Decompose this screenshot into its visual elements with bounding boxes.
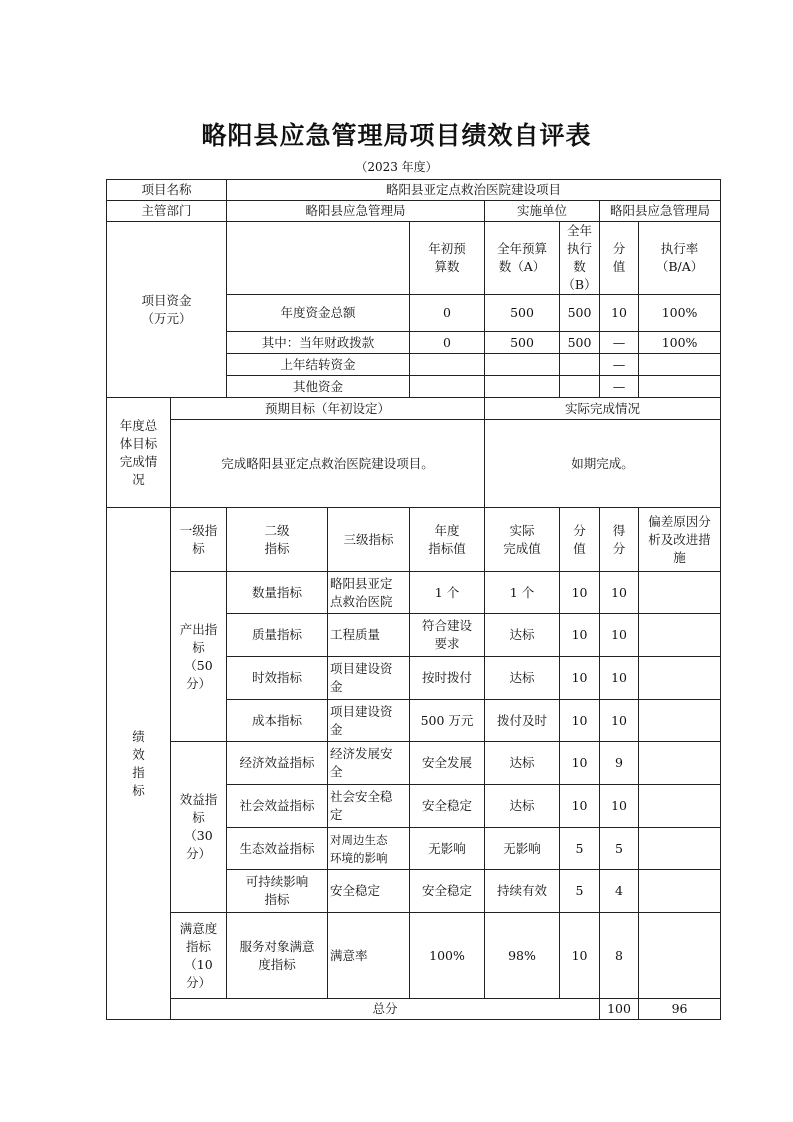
- goals-actual-header: 实际完成情况: [485, 398, 721, 420]
- goals-header-row: [107, 398, 721, 420]
- reason-cell: [639, 572, 721, 614]
- funds-row-executed: [560, 354, 600, 376]
- indicators-label: 绩 效 指 标: [107, 508, 171, 1020]
- score-cell: 10: [600, 785, 639, 828]
- score-value-cell: 10: [560, 913, 600, 999]
- total-row: [107, 999, 721, 1020]
- funds-row-score-value: —: [600, 376, 639, 398]
- reason-cell: [639, 657, 721, 700]
- funds-row-rate: 100%: [639, 295, 721, 332]
- funds-row-score-value: —: [600, 332, 639, 354]
- target-cell: 1 个: [410, 572, 485, 614]
- total-score: 96: [639, 999, 721, 1020]
- funds-row-executed: 500: [560, 295, 600, 332]
- funds-header-initial: 年初预 算数: [410, 222, 485, 295]
- level2-cell: 时效指标: [227, 657, 328, 700]
- funds-row-name: 其中：当年财政拨款: [227, 332, 410, 354]
- target-cell: 无影响: [410, 828, 485, 870]
- level2-cell: 质量指标: [227, 614, 328, 657]
- actual-cell: 拨付及时: [485, 700, 560, 742]
- score-value-cell: 10: [560, 785, 600, 828]
- level1-benefit: 效益指 标 （30 分）: [171, 742, 227, 913]
- reason-cell: [639, 614, 721, 657]
- level3-cell: 社会安全稳 定: [328, 785, 410, 828]
- score-cell: 10: [600, 700, 639, 742]
- goals-actual-text: 如期完成。: [485, 420, 721, 508]
- actual-cell: 无影响: [485, 828, 560, 870]
- level2-cell: 服务对象满意 度指标: [227, 913, 328, 999]
- actual-cell: 持续有效: [485, 870, 560, 913]
- indicator-row: [107, 742, 721, 785]
- total-label: 总分: [171, 999, 600, 1020]
- header-score-value: 分 值: [560, 508, 600, 572]
- project-name-value: 略阳县亚定点救治医院建设项目: [227, 180, 721, 201]
- funds-row-score-value: 10: [600, 295, 639, 332]
- impl-unit-label: 实施单位: [485, 201, 600, 222]
- funds-row-name: 上年结转资金: [227, 354, 410, 376]
- funds-header-score-value: 分 值: [600, 222, 639, 295]
- reason-cell: [639, 828, 721, 870]
- header-score: 得 分: [600, 508, 639, 572]
- score-value-cell: 10: [560, 614, 600, 657]
- actual-cell: 98%: [485, 913, 560, 999]
- score-cell: 4: [600, 870, 639, 913]
- funds-header-annual: 全年预算 数（A）: [485, 222, 560, 295]
- funds-row-rate: 100%: [639, 332, 721, 354]
- target-cell: 安全稳定: [410, 870, 485, 913]
- dept-value: 略阳县应急管理局: [227, 201, 485, 222]
- reason-cell: [639, 742, 721, 785]
- score-value-cell: 10: [560, 572, 600, 614]
- score-value-cell: 5: [560, 870, 600, 913]
- funds-row-annual: [485, 376, 560, 398]
- level1-satisfaction: 满意度 指标 （10 分）: [171, 913, 227, 999]
- dept-label: 主管部门: [107, 201, 227, 222]
- score-value-cell: 10: [560, 657, 600, 700]
- funds-row-annual: 500: [485, 295, 560, 332]
- header-deviation-reason: 偏差原因分 析及改进措 施: [639, 508, 721, 572]
- level2-cell: 数量指标: [227, 572, 328, 614]
- target-cell: 安全稳定: [410, 785, 485, 828]
- funds-header-executed: 全年执行 数（B）: [560, 222, 600, 295]
- funds-row-initial: [410, 354, 485, 376]
- funds-row-score-value: —: [600, 354, 639, 376]
- score-cell: 9: [600, 742, 639, 785]
- goals-content-row: [107, 420, 721, 508]
- funds-row-executed: [560, 376, 600, 398]
- funds-row-initial: [410, 376, 485, 398]
- level3-cell: 经济发展安 全: [328, 742, 410, 785]
- actual-cell: 达标: [485, 785, 560, 828]
- level1-output: 产出指 标 （50 分）: [171, 572, 227, 742]
- self-evaluation-table: [106, 179, 721, 1020]
- funds-row-rate: [639, 354, 721, 376]
- impl-unit-value: 略阳县应急管理局: [600, 201, 721, 222]
- level2-cell: 成本指标: [227, 700, 328, 742]
- score-cell: 10: [600, 572, 639, 614]
- funds-row-rate: [639, 376, 721, 398]
- project-name-row: [107, 180, 721, 201]
- level3-cell: 对周边生态 环境的影响: [328, 828, 410, 870]
- funds-row-initial: 0: [410, 332, 485, 354]
- actual-cell: 达标: [485, 742, 560, 785]
- project-name-label: 项目名称: [107, 180, 227, 201]
- funds-row-annual: [485, 354, 560, 376]
- score-cell: 10: [600, 657, 639, 700]
- score-value-cell: 5: [560, 828, 600, 870]
- target-cell: 100%: [410, 913, 485, 999]
- indicator-row: [107, 572, 721, 614]
- reason-cell: [639, 785, 721, 828]
- header-level1: 一级指 标: [171, 508, 227, 572]
- actual-cell: 达标: [485, 657, 560, 700]
- level2-cell: 可持续影响 指标: [227, 870, 328, 913]
- page-title: 略阳县应急管理局项目绩效自评表: [201, 121, 592, 150]
- level2-cell: 生态效益指标: [227, 828, 328, 870]
- level3-cell: 略阳县亚定 点救治医院: [328, 572, 410, 614]
- reason-cell: [639, 870, 721, 913]
- target-cell: 符合建设 要求: [410, 614, 485, 657]
- level3-cell: 项目建设资 金: [328, 700, 410, 742]
- page-subtitle: （2023 年度）: [355, 160, 438, 174]
- reason-cell: [639, 913, 721, 999]
- goals-expected-text: 完成略阳县亚定点救治医院建设项目。: [171, 420, 485, 508]
- indicator-header-row: [107, 508, 721, 572]
- header-level2: 二级 指标: [227, 508, 328, 572]
- level3-cell: 安全稳定: [328, 870, 410, 913]
- funds-row-name: 年度资金总额: [227, 295, 410, 332]
- target-cell: 安全发展: [410, 742, 485, 785]
- funds-header-blank: [227, 222, 410, 295]
- score-cell: 8: [600, 913, 639, 999]
- indicator-row: [107, 913, 721, 999]
- header-target: 年度 指标值: [410, 508, 485, 572]
- actual-cell: 1 个: [485, 572, 560, 614]
- header-level3: 三级指标: [328, 508, 410, 572]
- funds-row-name: 其他资金: [227, 376, 410, 398]
- actual-cell: 达标: [485, 614, 560, 657]
- goals-expected-header: 预期目标（年初设定）: [171, 398, 485, 420]
- score-cell: 5: [600, 828, 639, 870]
- level3-cell: 满意率: [328, 913, 410, 999]
- level2-cell: 经济效益指标: [227, 742, 328, 785]
- level3-cell: 工程质量: [328, 614, 410, 657]
- score-value-cell: 10: [560, 742, 600, 785]
- funds-header-row: [107, 222, 721, 295]
- funds-row-annual: 500: [485, 332, 560, 354]
- funds-label: 项目资金 （万元）: [107, 222, 227, 398]
- funds-header-rate: 执行率 （B/A）: [639, 222, 721, 295]
- reason-cell: [639, 700, 721, 742]
- target-cell: 500 万元: [410, 700, 485, 742]
- level3-cell: 项目建设资 金: [328, 657, 410, 700]
- header-actual: 实际 完成值: [485, 508, 560, 572]
- target-cell: 按时拨付: [410, 657, 485, 700]
- department-row: [107, 201, 721, 222]
- total-score-value: 100: [600, 999, 639, 1020]
- funds-row-initial: 0: [410, 295, 485, 332]
- goals-label: 年度总 体目标 完成情 况: [107, 398, 171, 508]
- level2-cell: 社会效益指标: [227, 785, 328, 828]
- score-value-cell: 10: [560, 700, 600, 742]
- funds-row-executed: 500: [560, 332, 600, 354]
- score-cell: 10: [600, 614, 639, 657]
